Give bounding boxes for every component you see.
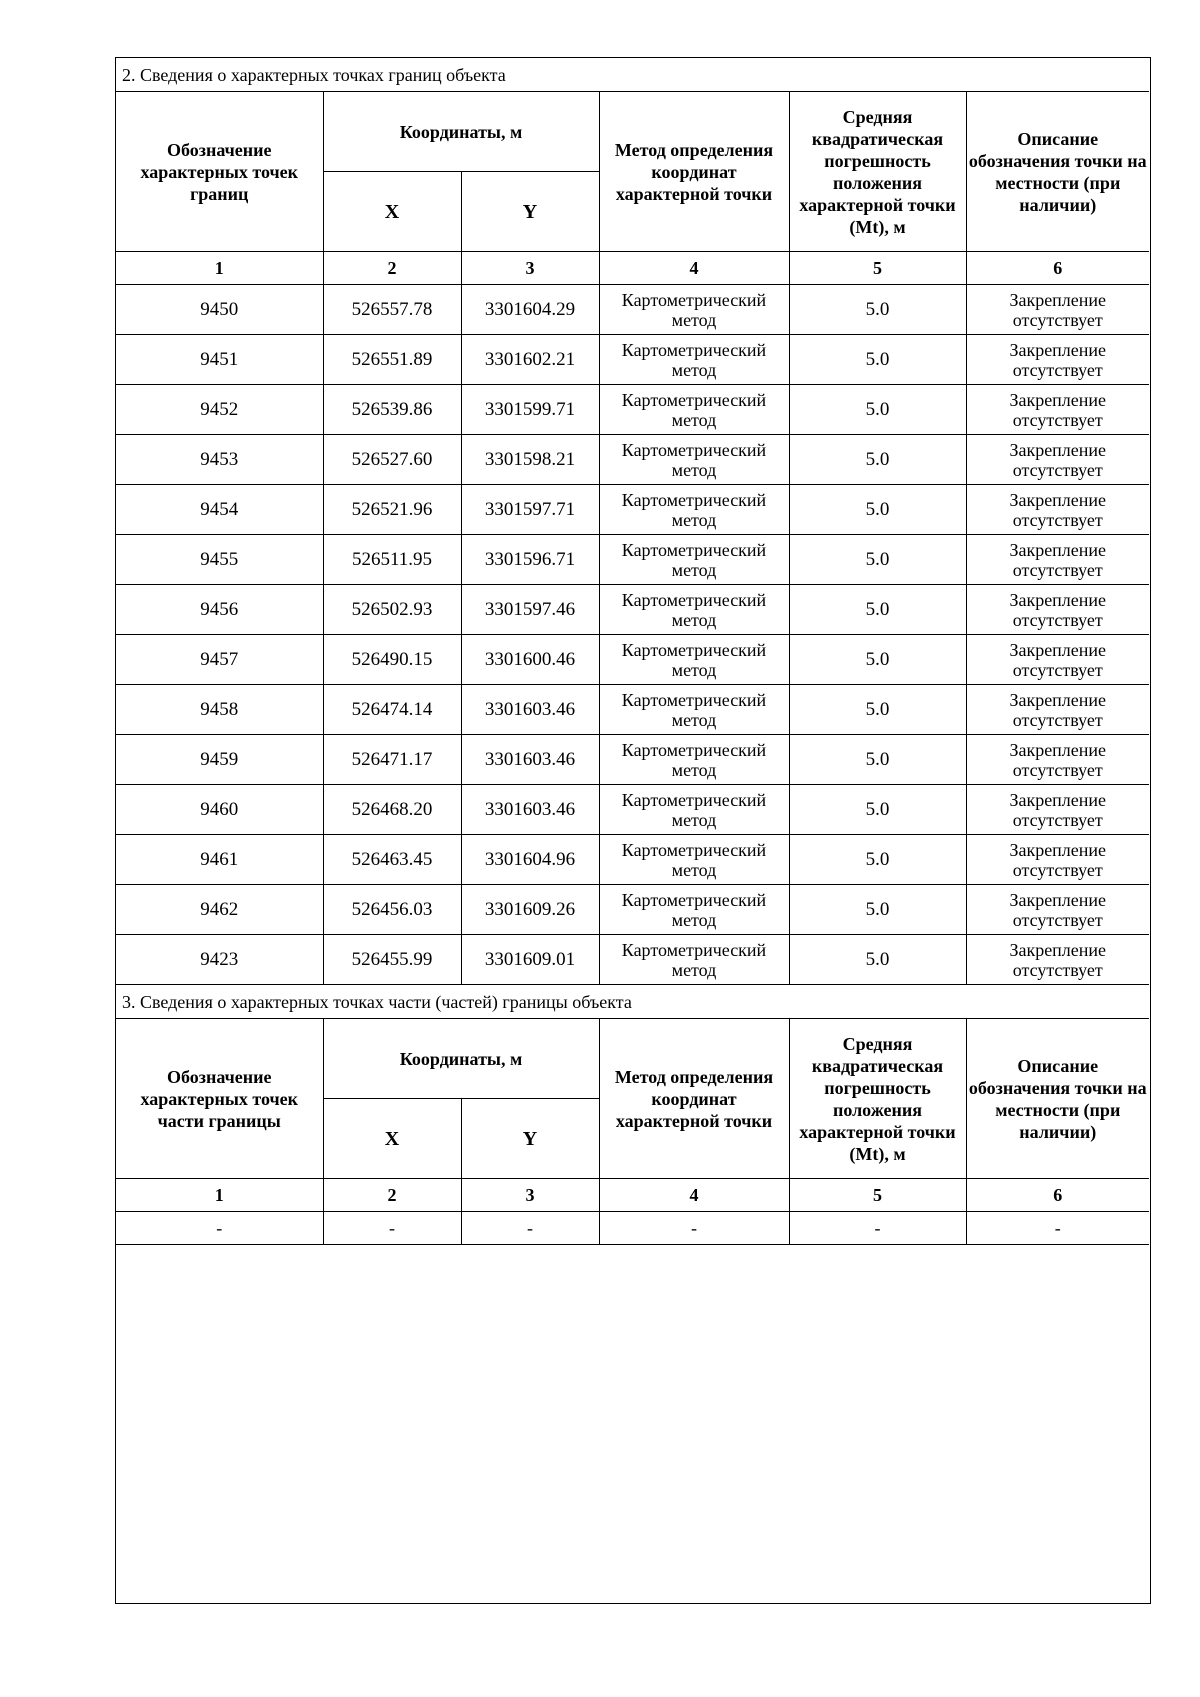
method-cell: Картометрический метод (599, 835, 789, 885)
error-cell: 5.0 (789, 735, 966, 785)
table-row (116, 935, 1149, 985)
table-row (116, 535, 1149, 585)
empty-cell: - (116, 1212, 323, 1245)
x-coord-cell: 526511.95 (323, 535, 461, 585)
section2-header-error: Средняя квадратическая погрешность положения характерной точки (Mt), м (789, 92, 966, 252)
description-cell: Закрепление отсутствует (966, 635, 1149, 685)
empty-cell: - (789, 1212, 966, 1245)
point-id-cell: 9462 (116, 885, 323, 935)
point-id-cell: 9457 (116, 635, 323, 685)
section3-title-row (116, 985, 1149, 1019)
description-cell: Закрепление отсутствует (966, 735, 1149, 785)
description-cell: Закрепление отсутствует (966, 885, 1149, 935)
table-row (116, 635, 1149, 685)
table-row (116, 835, 1149, 885)
table-row (116, 1212, 1149, 1245)
description-cell: Закрепление отсутствует (966, 285, 1149, 335)
description-cell: Закрепление отсутствует (966, 535, 1149, 585)
method-cell: Картометрический метод (599, 285, 789, 335)
section3-column-number: 6 (966, 1179, 1149, 1212)
x-coord-cell: 526557.78 (323, 285, 461, 335)
section3-header-row (116, 1019, 1149, 1099)
table-row (116, 585, 1149, 635)
section2-column-number: 5 (789, 252, 966, 285)
section3-column-number: 2 (323, 1179, 461, 1212)
x-coord-cell: 526490.15 (323, 635, 461, 685)
section2-header-y: Y (461, 172, 599, 252)
y-coord-cell: 3301604.29 (461, 285, 599, 335)
x-coord-cell: 526527.60 (323, 435, 461, 485)
error-cell: 5.0 (789, 385, 966, 435)
x-coord-cell: 526551.89 (323, 335, 461, 385)
section3-header-x: X (323, 1099, 461, 1179)
table-row (116, 335, 1149, 385)
empty-cell: - (966, 1212, 1149, 1245)
description-cell: Закрепление отсутствует (966, 935, 1149, 985)
section2-column-number: 2 (323, 252, 461, 285)
error-cell: 5.0 (789, 485, 966, 535)
error-cell: 5.0 (789, 685, 966, 735)
y-coord-cell: 3301609.01 (461, 935, 599, 985)
error-cell: 5.0 (789, 435, 966, 485)
y-coord-cell: 3301603.46 (461, 735, 599, 785)
table-row (116, 885, 1149, 935)
y-coord-cell: 3301596.71 (461, 535, 599, 585)
point-id-cell: 9454 (116, 485, 323, 535)
x-coord-cell: 526468.20 (323, 785, 461, 835)
section2-title-row (116, 58, 1149, 92)
section2-header-row (116, 92, 1149, 172)
description-cell: Закрепление отсутствует (966, 585, 1149, 635)
method-cell: Картометрический метод (599, 885, 789, 935)
error-cell: 5.0 (789, 535, 966, 585)
x-coord-cell: 526455.99 (323, 935, 461, 985)
point-id-cell: 9453 (116, 435, 323, 485)
section3-header-y: Y (461, 1099, 599, 1179)
description-cell: Закрепление отсутствует (966, 685, 1149, 735)
section3-column-number: 3 (461, 1179, 599, 1212)
method-cell: Картометрический метод (599, 335, 789, 385)
y-coord-cell: 3301598.21 (461, 435, 599, 485)
section3-column-number: 1 (116, 1179, 323, 1212)
error-cell: 5.0 (789, 935, 966, 985)
error-cell: 5.0 (789, 585, 966, 635)
boundary-points-table (116, 58, 1149, 1245)
error-cell: 5.0 (789, 885, 966, 935)
method-cell: Картометрический метод (599, 585, 789, 635)
y-coord-cell: 3301597.46 (461, 585, 599, 635)
description-cell: Закрепление отсутствует (966, 835, 1149, 885)
section2-column-number: 1 (116, 252, 323, 285)
section2-header-point: Обозначение характерных точек границ (116, 92, 323, 252)
point-id-cell: 9458 (116, 685, 323, 735)
section3-header-error: Средняя квадратическая погрешность положения характерной точки (Mt), м (789, 1019, 966, 1179)
description-cell: Закрепление отсутствует (966, 385, 1149, 435)
point-id-cell: 9452 (116, 385, 323, 435)
description-cell: Закрепление отсутствует (966, 785, 1149, 835)
section2-column-number: 3 (461, 252, 599, 285)
x-coord-cell: 526456.03 (323, 885, 461, 935)
section2-title: 2. Сведения о характерных точках границ объекта (116, 58, 1149, 92)
point-id-cell: 9460 (116, 785, 323, 835)
method-cell: Картометрический метод (599, 635, 789, 685)
point-id-cell: 9456 (116, 585, 323, 635)
table-row (116, 785, 1149, 835)
error-cell: 5.0 (789, 635, 966, 685)
method-cell: Картометрический метод (599, 385, 789, 435)
x-coord-cell: 526502.93 (323, 585, 461, 635)
description-cell: Закрепление отсутствует (966, 435, 1149, 485)
section3-header-desc: Описание обозначения точки на местности (при наличии) (966, 1019, 1149, 1179)
x-coord-cell: 526471.17 (323, 735, 461, 785)
point-id-cell: 9450 (116, 285, 323, 335)
section2-column-numbers-row (116, 252, 1149, 285)
section3-column-numbers-row (116, 1179, 1149, 1212)
point-id-cell: 9451 (116, 335, 323, 385)
description-cell: Закрепление отсутствует (966, 335, 1149, 385)
y-coord-cell: 3301602.21 (461, 335, 599, 385)
table-row (116, 735, 1149, 785)
section3-column-number: 5 (789, 1179, 966, 1212)
section2-header-coords: Координаты, м (323, 92, 599, 172)
table-row (116, 285, 1149, 335)
y-coord-cell: 3301599.71 (461, 385, 599, 435)
empty-cell: - (599, 1212, 789, 1245)
x-coord-cell: 526463.45 (323, 835, 461, 885)
section3-title: 3. Сведения о характерных точках части (частей) границы объекта (116, 985, 1149, 1019)
error-cell: 5.0 (789, 285, 966, 335)
section3-header-method: Метод определения координат характерной точки (599, 1019, 789, 1179)
description-cell: Закрепление отсутствует (966, 485, 1149, 535)
x-coord-cell: 526474.14 (323, 685, 461, 735)
section2-column-number: 4 (599, 252, 789, 285)
y-coord-cell: 3301609.26 (461, 885, 599, 935)
error-cell: 5.0 (789, 335, 966, 385)
method-cell: Картометрический метод (599, 685, 789, 735)
y-coord-cell: 3301604.96 (461, 835, 599, 885)
empty-cell: - (461, 1212, 599, 1245)
document-frame (115, 57, 1151, 1604)
point-id-cell: 9461 (116, 835, 323, 885)
section2-column-number: 6 (966, 252, 1149, 285)
y-coord-cell: 3301603.46 (461, 685, 599, 735)
section2-header-method: Метод определения координат характерной точки (599, 92, 789, 252)
empty-cell: - (323, 1212, 461, 1245)
x-coord-cell: 526539.86 (323, 385, 461, 435)
table-row (116, 685, 1149, 735)
method-cell: Картометрический метод (599, 935, 789, 985)
section3-header-coords: Координаты, м (323, 1019, 599, 1099)
method-cell: Картометрический метод (599, 535, 789, 585)
y-coord-cell: 3301603.46 (461, 785, 599, 835)
x-coord-cell: 526521.96 (323, 485, 461, 535)
error-cell: 5.0 (789, 785, 966, 835)
y-coord-cell: 3301597.71 (461, 485, 599, 535)
point-id-cell: 9459 (116, 735, 323, 785)
method-cell: Картометрический метод (599, 735, 789, 785)
method-cell: Картометрический метод (599, 485, 789, 535)
section2-header-desc: Описание обозначения точки на местности (при наличии) (966, 92, 1149, 252)
point-id-cell: 9423 (116, 935, 323, 985)
section3-header-point: Обозначение характерных точек части границы (116, 1019, 323, 1179)
y-coord-cell: 3301600.46 (461, 635, 599, 685)
table-row (116, 385, 1149, 435)
table-row (116, 435, 1149, 485)
method-cell: Картометрический метод (599, 435, 789, 485)
error-cell: 5.0 (789, 835, 966, 885)
section2-header-x: X (323, 172, 461, 252)
point-id-cell: 9455 (116, 535, 323, 585)
method-cell: Картометрический метод (599, 785, 789, 835)
section3-column-number: 4 (599, 1179, 789, 1212)
table-row (116, 485, 1149, 535)
